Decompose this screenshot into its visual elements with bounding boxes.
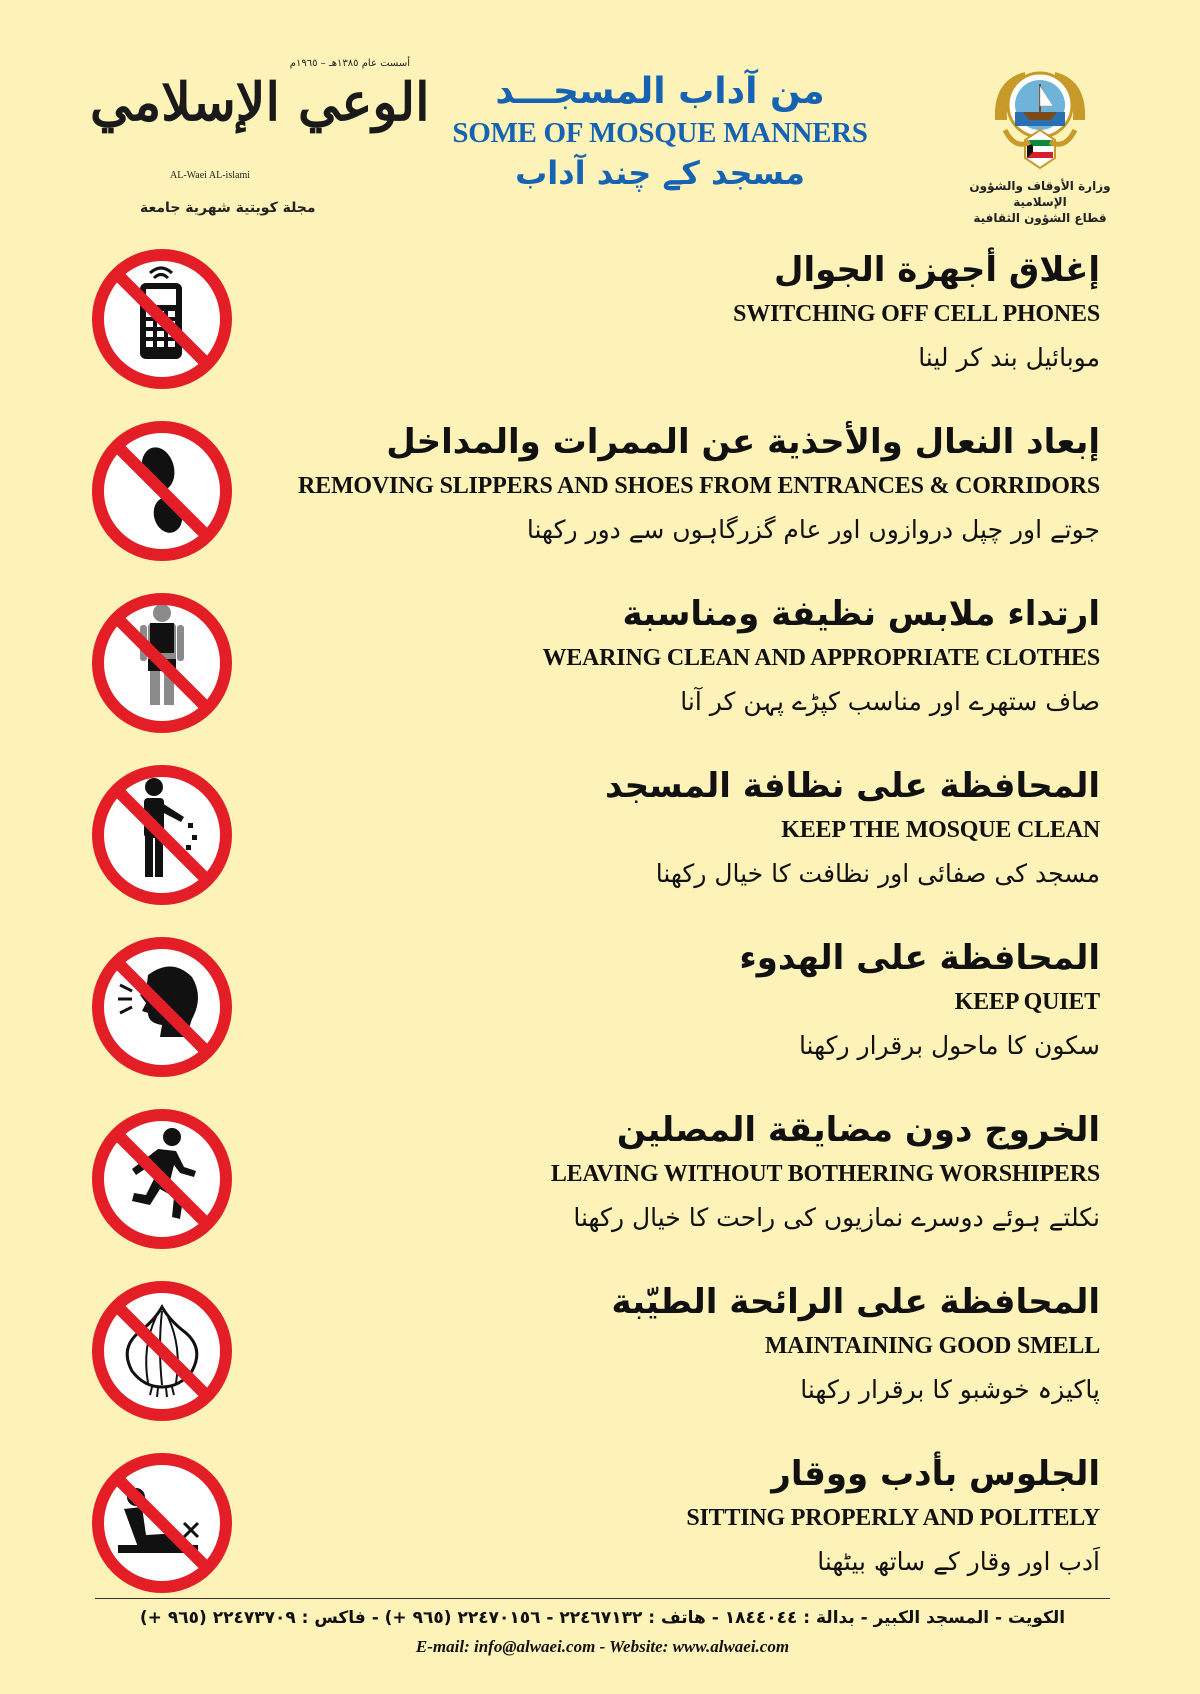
manner-text bbox=[240, 245, 1100, 383]
manner-arabic: إبعاد النعال والأحذية عن الممرات والمداخل bbox=[386, 422, 1100, 462]
footer-email-website[interactable]: E-mail: info@alwaei.com - Website: www.alwaei.com bbox=[415, 1637, 790, 1656]
no-shouting-icon bbox=[88, 933, 236, 1081]
manner-item bbox=[0, 761, 1200, 931]
no-onion-icon bbox=[88, 1277, 236, 1425]
title-english: SOME OF MOSQUE MANNERS bbox=[452, 117, 868, 149]
poster-title bbox=[450, 70, 870, 194]
manner-arabic: الخروج دون مضايقة المصلين bbox=[616, 1110, 1100, 1150]
manner-urdu: اَدب اور وقار کے ساتھ بیٹھنا bbox=[817, 1547, 1100, 1576]
manner-item bbox=[0, 1277, 1200, 1447]
ministry-logo bbox=[950, 60, 1130, 225]
manner-item bbox=[0, 589, 1200, 759]
manner-item bbox=[0, 933, 1200, 1103]
manner-english: SWITCHING OFF CELL PHONES bbox=[733, 301, 1100, 327]
manner-urdu: مسجد کی صفائی اور نظافت کا خیال رکھنا bbox=[655, 859, 1100, 888]
manner-english: KEEP QUIET bbox=[954, 989, 1100, 1015]
no-shoes-icon bbox=[88, 417, 236, 565]
manner-text bbox=[240, 589, 1100, 727]
manner-english: REMOVING SLIPPERS AND SHOES FROM ENTRANCES & CORRIDORS bbox=[298, 473, 1100, 499]
manner-text bbox=[240, 1277, 1100, 1415]
manner-english: MAINTAINING GOOD SMELL bbox=[764, 1333, 1100, 1359]
manner-item bbox=[0, 245, 1200, 415]
manner-english: SITTING PROPERLY AND POLITELY bbox=[686, 1505, 1100, 1531]
footer-contact-info: الكويت - المسجد الكبير - بدالة : ١٨٤٤٠٤٤ - هاتف : ٢٢٤٦٧١٣٢ - ٢٢٤٧٠١٥٦ (٩٦٥ +) - فاكس : ٢٢٤٧٣٧٠٩ (٩٦٥ +) bbox=[139, 1608, 1066, 1628]
no-cell-phone-icon bbox=[88, 245, 236, 393]
kuwait-emblem-icon bbox=[985, 60, 1095, 170]
manner-urdu: موبائیل بند کر لینا bbox=[918, 343, 1100, 372]
manner-arabic: إغلاق أجهزة الجوال bbox=[774, 250, 1100, 290]
manner-urdu: جوتے اور چپل دروازوں اور عام گزرگاہوں سے دور رکھنا bbox=[526, 515, 1100, 544]
manner-text bbox=[240, 417, 1100, 555]
magazine-subtitle: مجلة كويتية شهرية جامعة bbox=[140, 200, 316, 216]
established-text: أسست عام ١٣٨٥هـ – ١٩٦٥م bbox=[289, 58, 410, 69]
footer-divider bbox=[95, 1598, 1110, 1599]
manner-english: LEAVING WITHOUT BOTHERING WORSHIPERS bbox=[550, 1161, 1100, 1187]
poster-header bbox=[0, 0, 1200, 230]
ministry-line-1: وزارة الأوقاف والشؤون الإسلامية bbox=[969, 179, 1111, 209]
manner-text bbox=[240, 1449, 1100, 1587]
title-urdu: مسجد کے چند آداب bbox=[515, 154, 805, 192]
no-running-icon bbox=[88, 1105, 236, 1253]
manner-item bbox=[0, 1449, 1200, 1619]
manner-english: WEARING CLEAN AND APPROPRIATE CLOTHES bbox=[542, 645, 1100, 671]
manner-item bbox=[0, 417, 1200, 587]
manner-arabic: المحافظة على الهدوء bbox=[739, 938, 1100, 978]
manner-arabic: الجلوس بأدب ووقار bbox=[771, 1454, 1100, 1494]
manner-text bbox=[240, 1105, 1100, 1243]
manner-urdu: نکلتے ہوئے دوسرے نمازیوں کی راحت کا خیال رکھنا bbox=[573, 1203, 1100, 1232]
magazine-logo-latin: AL-Waei AL-islami bbox=[170, 170, 251, 181]
no-improper-clothes-icon bbox=[88, 589, 236, 737]
magazine-logo-arabic: الوعي الإسلامي bbox=[90, 72, 430, 133]
manner-urdu: پاکیزہ خوشبو کا برقرار رکھنا bbox=[800, 1375, 1100, 1404]
manner-item bbox=[0, 1105, 1200, 1275]
title-arabic: من آداب المسجـــد bbox=[495, 71, 825, 112]
manner-arabic: المحافظة على نظافة المسجد bbox=[605, 766, 1100, 806]
manner-english: KEEP THE MOSQUE CLEAN bbox=[781, 817, 1100, 843]
manner-text bbox=[240, 933, 1100, 1071]
ministry-line-2: قطاع الشؤون الثقافية bbox=[973, 211, 1107, 225]
ministry-name bbox=[950, 178, 1130, 226]
manner-urdu: صاف ستھرے اور مناسب کپڑے پہن کر آنا bbox=[680, 687, 1100, 716]
no-improper-sitting-icon bbox=[88, 1449, 236, 1597]
no-littering-icon bbox=[88, 761, 236, 909]
magazine-logo bbox=[80, 58, 430, 228]
manner-urdu: سکون کا ماحول برقرار رکھنا bbox=[798, 1031, 1100, 1060]
manner-text bbox=[240, 761, 1100, 899]
manner-arabic: ارتداء ملابس نظيفة ومناسبة bbox=[622, 594, 1100, 634]
manner-arabic: المحافظة على الرائحة الطيّبة bbox=[611, 1282, 1100, 1322]
